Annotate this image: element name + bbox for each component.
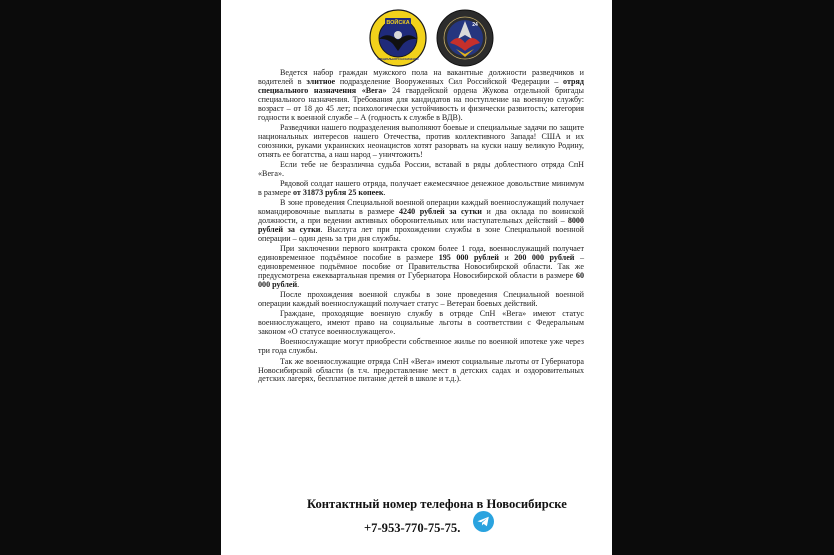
bold-daily-4240: 4240 рублей за сутки bbox=[399, 207, 482, 217]
bold-60000: 60 000 рублей bbox=[258, 270, 584, 289]
document-page bbox=[221, 0, 612, 555]
text-fragment: 24 гвардейской ордена Жукова отдельной бригады специального назначения. Требования для кандидатов на поступление на военную службу: возраст – от 18 до 45 лет; психологически устойчивость и физически развитость; категория годности к военной службе – А (годность к службе в ВДВ). bbox=[258, 85, 584, 122]
contact-title: Контактный номер телефона в Новосибирске bbox=[307, 497, 567, 511]
paragraph-contract-bonus bbox=[258, 245, 584, 290]
text-fragment: При заключении первого контракта сроком более 1 года, военнослужащий получает единовременное подъёмное пособие в размере bbox=[258, 244, 584, 263]
text-fragment: – единовременное подъёмное пособие от Правительства Новосибирской области. Так же предусмотрена ежеквартальная премия от Губернатора Новосибирской области в размере bbox=[258, 253, 584, 280]
paragraph-svo-payments bbox=[258, 199, 584, 244]
bold-195000: 195 000 рублей bbox=[438, 253, 499, 263]
text-fragment: В зоне проведения Специальной военной операции каждый военнослужащий получает командировочные выплаты в размере bbox=[258, 198, 584, 217]
text-fragment: . bbox=[383, 187, 386, 197]
text-fragment: подразделение Вооруженных Сил Российской Федерации – bbox=[335, 76, 563, 86]
telegram-icon[interactable] bbox=[473, 511, 494, 532]
text-fragment: и bbox=[498, 253, 515, 263]
bold-unit-name: отряд специального назначения «Вега» bbox=[258, 76, 584, 95]
brigade-24-emblem-icon bbox=[436, 9, 494, 67]
paragraph-recruitment bbox=[258, 69, 584, 122]
paragraph-mortgage: Военнослужащие могут приобрести собственное жилье по военной ипотеке уже через три года службы. bbox=[258, 337, 584, 356]
contact-phone[interactable]: +7-953-770-75-75. bbox=[364, 521, 461, 535]
emblem-bottom-text: СПЕЦИАЛЬНОГО НАЗНАЧЕНИЯ bbox=[377, 58, 419, 61]
paragraph-call: Если тебе не безразлична судьба России, вставай в ряды доблестного отряда СпН «Вега». bbox=[258, 159, 584, 178]
text-fragment: Рядовой солдат нашего отряда, получает ежемесячное денежное довольствие минимум в размере bbox=[258, 179, 584, 197]
text-fragment: . Выслуга лет при прохождении службы в зоне Специальной военной операции – один день за три дня службы. bbox=[258, 224, 584, 243]
bold-salary: от 31873 рубля 25 копеек bbox=[292, 187, 384, 197]
bold-elite: элитное bbox=[306, 76, 336, 86]
emblem-top-text: ВОЙСКА bbox=[386, 20, 410, 26]
vojska-spn-emblem-icon bbox=[369, 9, 427, 67]
paragraph-tasks: Разведчики нашего подразделения выполняют боевые и специальные задачи по защите национальных интересов нашего Отечества, против коллективного Запада! США и их союзники, руками украинских неонацистов хотят разорвать на куски нашу великую Родину, отнять ее богатства, а наш народ – уничтожить! bbox=[258, 122, 584, 159]
emblems-row bbox=[221, 9, 612, 67]
emblem-number-text: 24 bbox=[472, 22, 478, 28]
text-fragment: Ведется набор граждан мужского пола на вакантные должности разведчиков и водителей в bbox=[258, 68, 584, 86]
text-fragment: . bbox=[297, 279, 300, 289]
text-fragment: и два оклада по воинской должности, а при ведении активных оборонительных или наступательных действий – bbox=[258, 207, 584, 226]
bold-200000: 200 000 рублей bbox=[514, 253, 575, 263]
paragraph-veteran-status: После прохождения военной службы в зоне проведения Специальной военной операции каждый военнослужащий получает статус – Ветеран боевых действий. bbox=[258, 290, 584, 308]
paragraph-governor-benefits: Так же военнослужащие отряда СпН «Вега» имеют социальные льготы от Губернатора Новосибирской области (в т.ч. предоставление мест в детских садах и оздоровительных детских лагерях, бесплатное питание детей в школе и т.д.). bbox=[258, 356, 584, 384]
recruitment-text bbox=[258, 69, 584, 384]
paragraph-social-benefits: Граждане, проходящие военную службу в отряде СпН «Вега» имеют статус военнослужащего, имеют право на социальные льготы в соответствии с Федеральным законом «О статусе военнослужащего». bbox=[258, 309, 584, 337]
paragraph-salary bbox=[258, 180, 584, 198]
bold-daily-8000: 8000 рублей за сутки bbox=[258, 216, 584, 234]
